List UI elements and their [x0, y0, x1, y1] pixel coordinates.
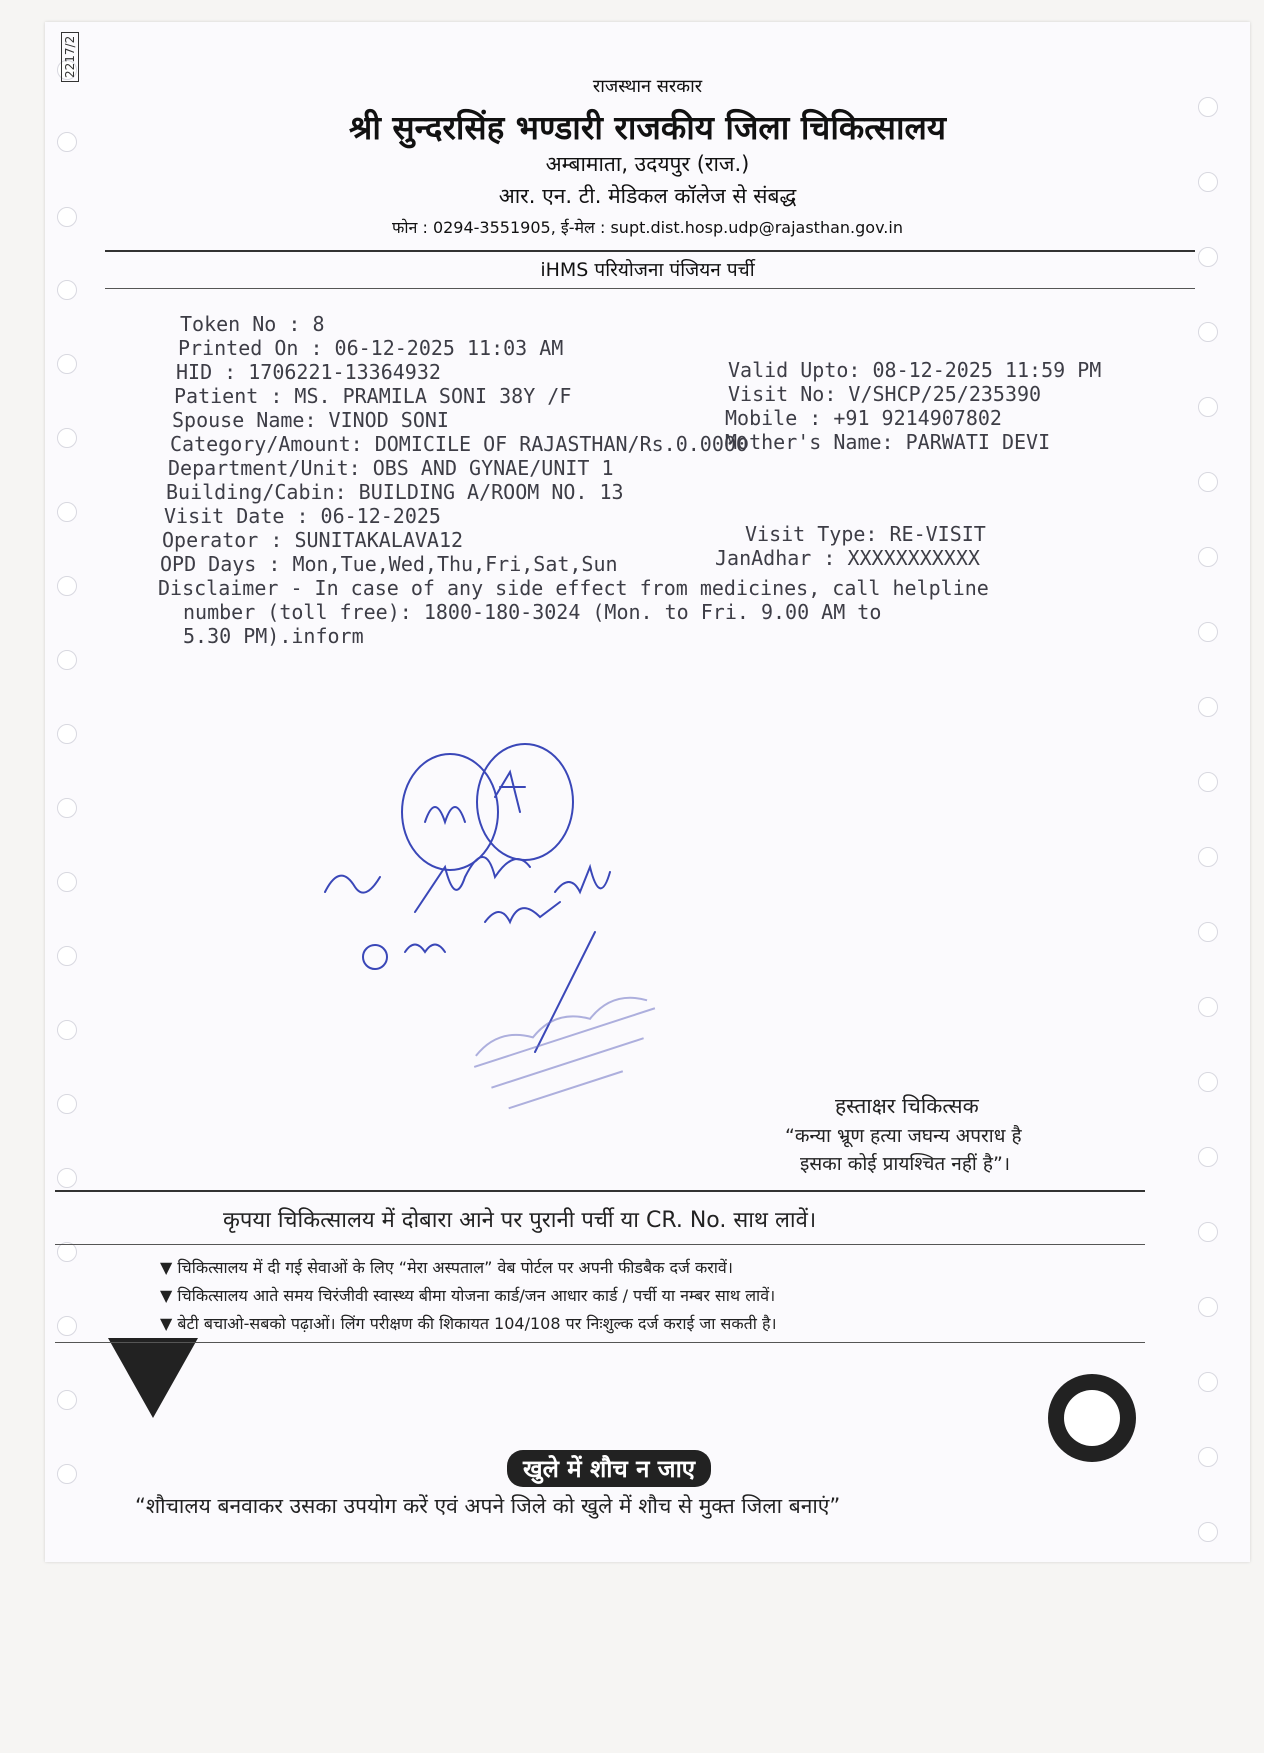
footer-divider-top — [55, 1190, 1145, 1192]
side-code: 2217/2 — [61, 32, 79, 82]
mobile: Mobile : +91 9214907802 — [725, 406, 1002, 430]
patient: Patient : MS. PRAMILA SONI 38Y /F — [174, 384, 572, 408]
disclaimer-line-3: 5.30 PM).inform — [183, 624, 364, 648]
signature-label: हस्ताक्षर चिकित्सक — [835, 1094, 979, 1118]
visit-no: Visit No: V/SHCP/25/235390 — [728, 382, 1042, 406]
footer-divider-mid — [55, 1244, 1145, 1245]
operator: Operator : SUNITAKALAVA12 — [162, 528, 464, 552]
hospital-contact: फोन : 0294-3551905, ई-मेल : supt.dist.hosp.udp@rajasthan.gov.in — [392, 218, 903, 237]
slip-title: iHMS परियोजना पंजियन पर्ची — [540, 259, 755, 281]
valid-upto: Valid Upto: 08-12-2025 11:59 PM — [728, 358, 1102, 382]
hid: HID : 1706221-13364932 — [176, 360, 441, 384]
token-no: Token No : 8 — [180, 312, 325, 336]
printed-on: Printed On : 06-12-2025 11:03 AM — [178, 336, 564, 360]
notice-bullet-2: ▼ चिकित्सालय आते समय चिरंजीवी स्वास्थ्य बीमा योजना कार्ड/जन आधार कार्ड / पर्ची या नम्बर साथ लावें। — [160, 1286, 776, 1305]
mother-name: Mother's Name: PARWATI DEVI — [725, 430, 1051, 454]
spouse-name: Spouse Name: VINOD SONI — [172, 408, 449, 432]
swachh-quote: “शौचालय बनवाकर उसका उपयोग करें एवं अपने जिले को खुले में शौच से मुक्त जिला बनाएं” — [135, 1494, 841, 1518]
visit-type: Visit Type: RE-VISIT — [745, 522, 986, 546]
bring-slip-note: कृपया चिकित्सालय में दोबारा आने पर पुरानी पर्ची या CR. No. साथ लावें। — [223, 1208, 817, 1233]
doctor-stamp — [455, 982, 715, 1122]
disclaimer-line-2: number (toll free): 1800-180-3024 (Mon. to Fri. 9.00 AM to — [183, 600, 882, 624]
visit-date: Visit Date : 06-12-2025 — [164, 504, 441, 528]
department-unit: Department/Unit: OBS AND GYNAE/UNIT 1 — [168, 456, 614, 480]
hospital-name: श्री सुन्दरसिंह भण्डारी राजकीय जिला चिकित्सालय — [348, 108, 947, 147]
footer-divider-bottom — [55, 1342, 1145, 1343]
registration-slip — [45, 22, 1250, 1562]
hospital-affiliation: आर. एन. टी. मेडिकल कॉलेज से संबद्ध — [498, 184, 797, 208]
quote-line-2: इसका कोई प्रायश्चित नहीं है”। — [800, 1153, 1011, 1175]
janadhar: JanAdhar : XXXXXXXXXXX — [715, 546, 980, 570]
family-welfare-logo-icon — [108, 1338, 198, 1418]
hospital-location: अम्बामाता, उदयपुर (राज.) — [545, 152, 750, 176]
building-cabin: Building/Cabin: BUILDING A/ROOM NO. 13 — [166, 480, 624, 504]
beti-bachao-logo-icon — [1048, 1374, 1136, 1462]
disclaimer-line-1: Disclaimer - In case of any side effect from medicines, call helpline — [158, 576, 989, 600]
quote-line-1: “कन्या भ्रूण हत्या जघन्य अपराध है — [785, 1125, 1022, 1147]
swachh-badge: खुले में शौच न जाए — [507, 1450, 711, 1487]
govt-label: राजस्थान सरकार — [592, 76, 703, 97]
opd-days: OPD Days : Mon,Tue,Wed,Thu,Fri,Sat,Sun — [160, 552, 618, 576]
notice-bullet-1: ▼ चिकित्सालय में दी गई सेवाओं के लिए “मेरा अस्पताल” वेब पोर्टल पर अपनी फीडबैक दर्ज करावें। — [160, 1258, 733, 1277]
notice-bullet-3: ▼ बेटी बचाओ-सबको पढ़ाओं। लिंग परीक्षण की शिकायत 104/108 पर निःशुल्क दर्ज कराई जा सकती है। — [160, 1314, 777, 1333]
category-amount: Category/Amount: DOMICILE OF RAJASTHAN/Rs.0.0000 — [170, 432, 748, 456]
